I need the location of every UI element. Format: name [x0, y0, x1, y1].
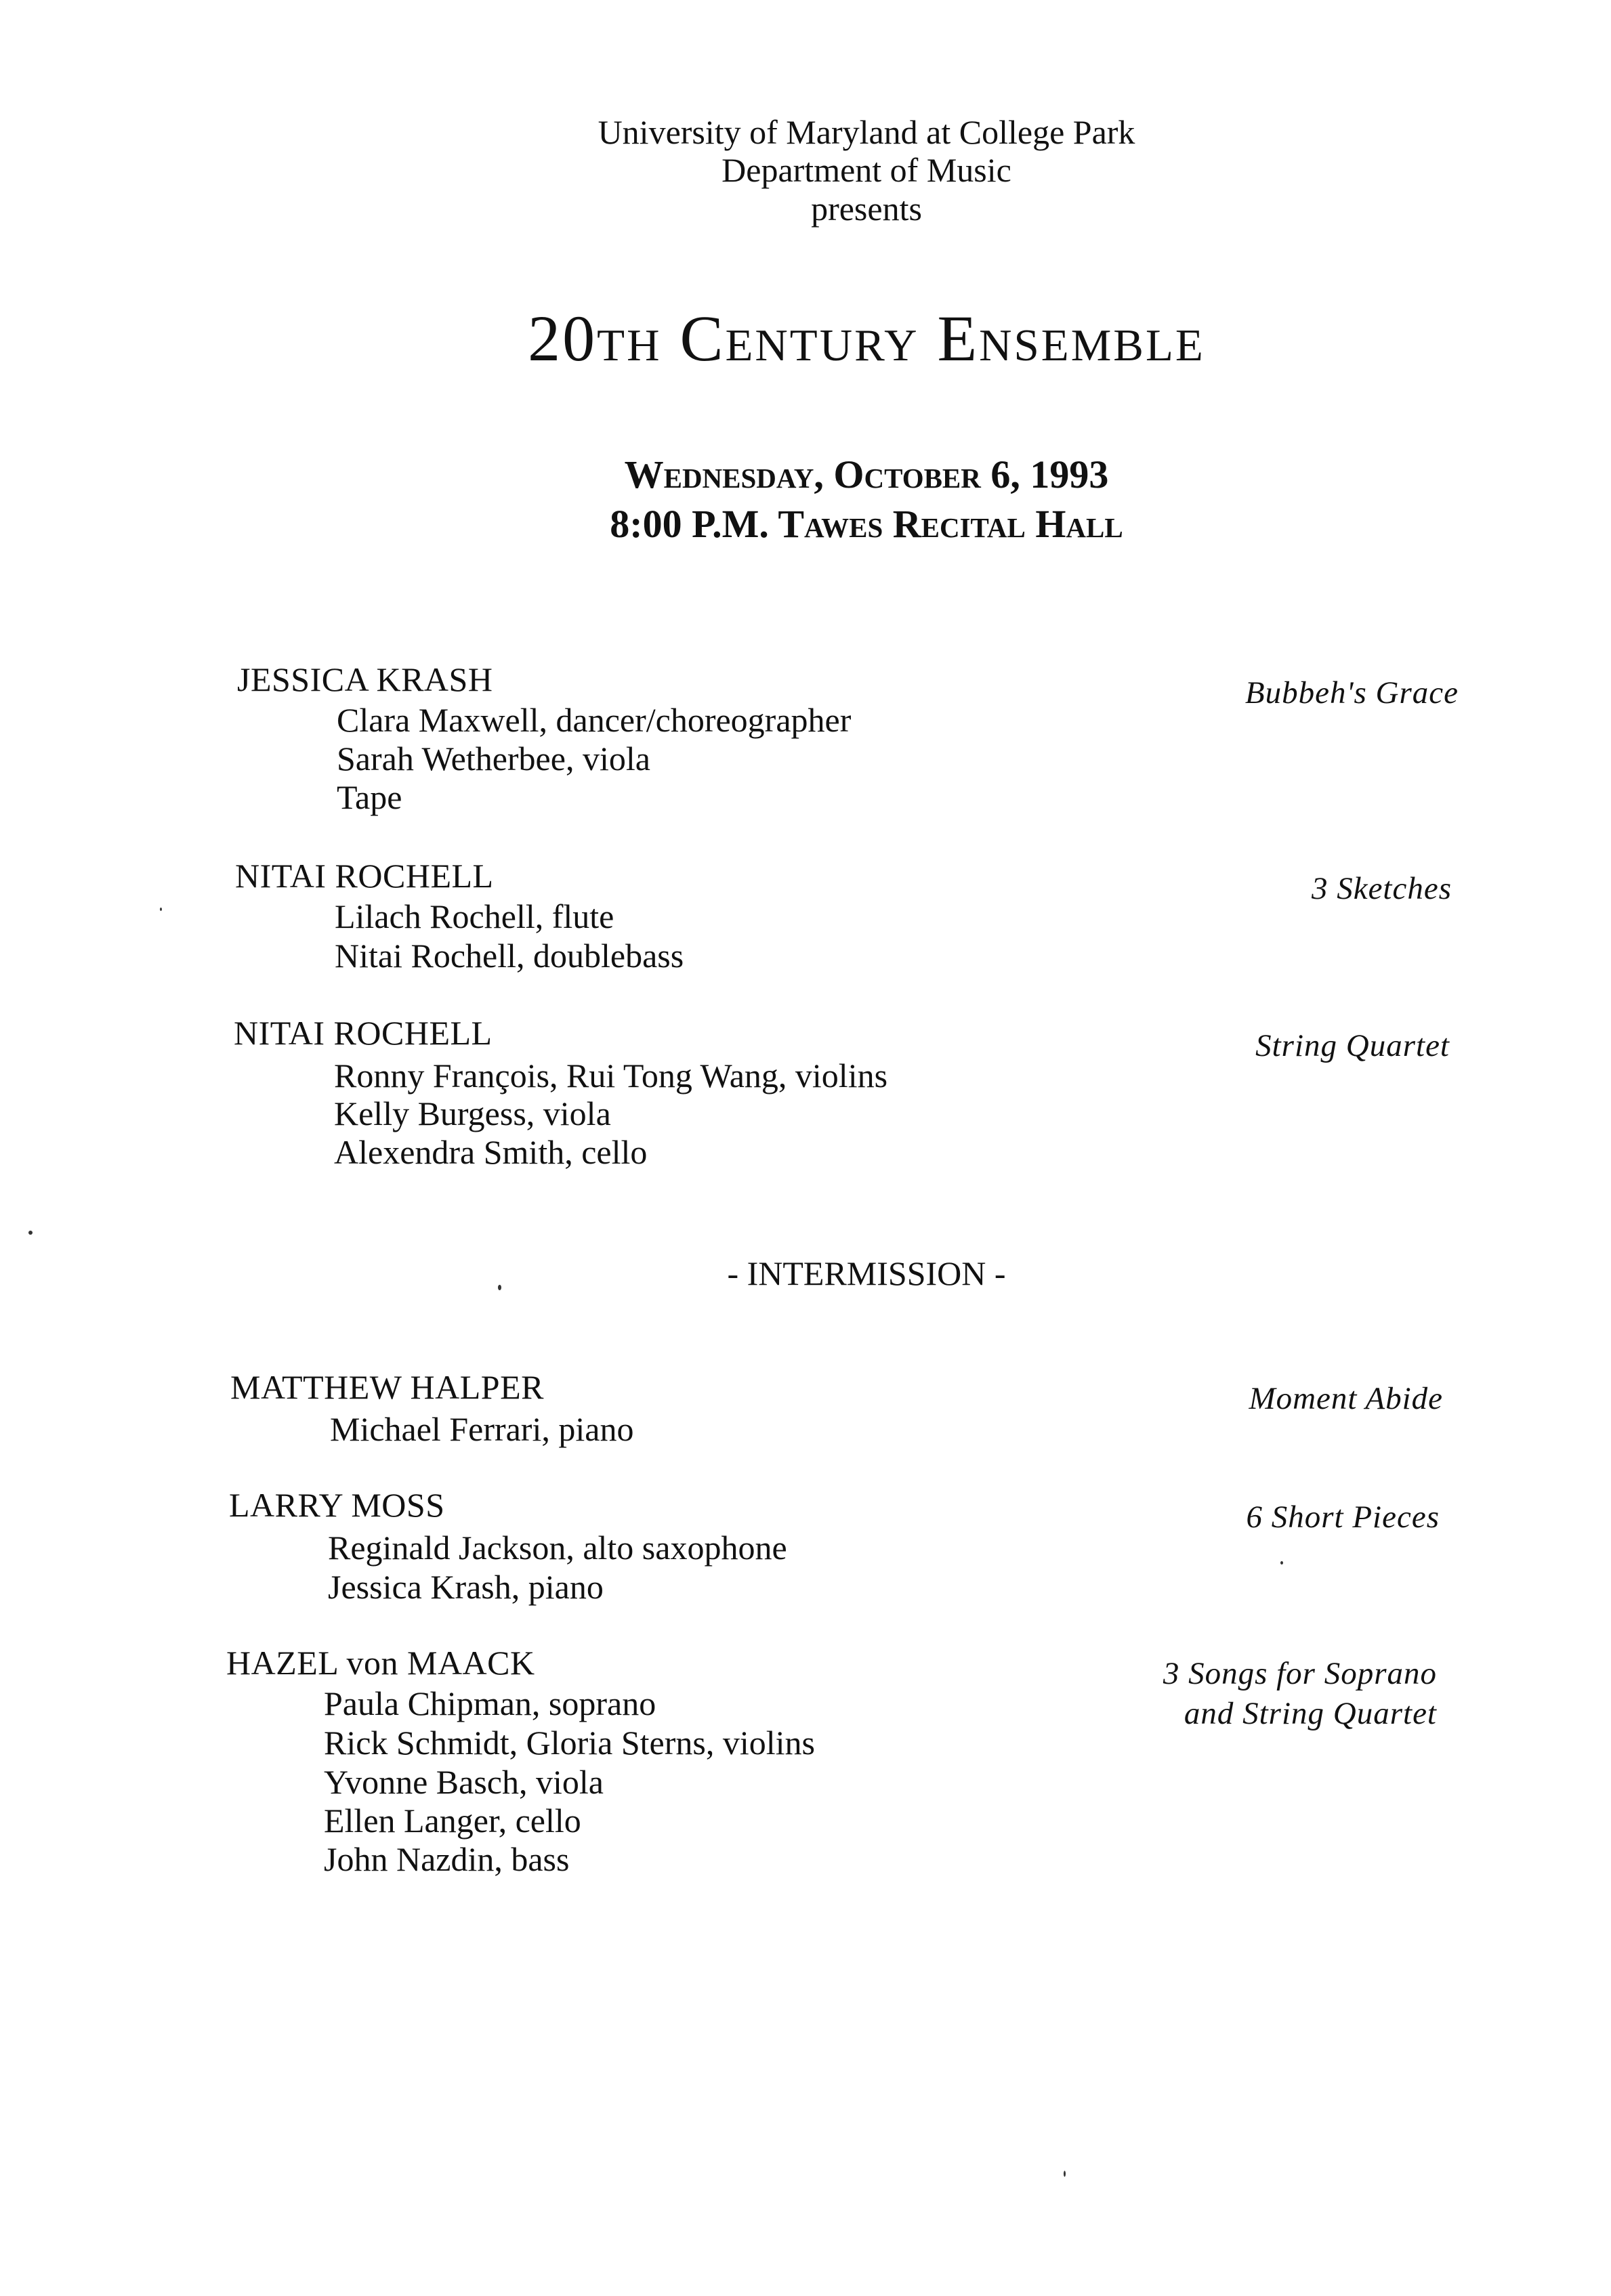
performer-line: Lilach Rochell, flute [335, 897, 614, 935]
work-title: Moment Abide [1249, 1381, 1443, 1416]
composer-name: HAZEL von MAACK [226, 1644, 535, 1682]
scan-speck [1280, 1561, 1283, 1565]
work-title-continued: and String Quartet [1184, 1696, 1437, 1731]
performer-line: Paula Chipman, soprano [324, 1684, 656, 1722]
performer-line: Michael Ferrari, piano [330, 1410, 634, 1448]
performer-line: Alexendra Smith, cello [334, 1133, 648, 1171]
composer-name: NITAI ROCHELL [235, 857, 494, 895]
performer-line: Reginald Jackson, alto saxophone [328, 1529, 787, 1567]
work-title: Bubbeh's Grace [1244, 675, 1459, 710]
performer-line: Ellen Langer, cello [324, 1802, 581, 1840]
performer-line: Yvonne Basch, viola [324, 1763, 604, 1801]
scan-speck [498, 1285, 501, 1290]
composer-name: NITAI ROCHELL [234, 1014, 493, 1052]
composer-name: MATTHEW HALPER [230, 1368, 545, 1406]
performer-line: John Nazdin, bass [324, 1840, 570, 1878]
performer-line: Clara Maxwell, dancer/choreographer [337, 701, 852, 739]
scan-speck [160, 908, 162, 911]
scan-speck [1064, 2171, 1066, 2177]
scan-speck [28, 1231, 33, 1235]
department-name: Department of Music [721, 151, 1011, 189]
performer-line: Sarah Wetherbee, viola [337, 740, 650, 778]
intermission-label: - INTERMISSION - [727, 1254, 1006, 1292]
performer-line: Kelly Burgess, viola [334, 1094, 611, 1132]
performer-line: Ronny François, Rui Tong Wang, violins [334, 1057, 888, 1094]
performer-line: Tape [337, 778, 402, 816]
composer-name: JESSICA KRASH [237, 660, 493, 698]
concert-time-venue: 8:00 P.M. Tawes Recital Hall [610, 502, 1123, 546]
composer-name: LARRY MOSS [229, 1486, 445, 1524]
performer-line: Nitai Rochell, doublebass [335, 937, 684, 975]
work-title: 3 Sketches [1311, 871, 1452, 906]
work-title: String Quartet [1255, 1028, 1450, 1063]
presents-line: presents [811, 190, 922, 228]
work-title: 3 Songs for Soprano [1163, 1656, 1437, 1691]
performer-line: Rick Schmidt, Gloria Sterns, violins [324, 1724, 815, 1762]
university-name: University of Maryland at College Park [598, 113, 1135, 151]
work-title: 6 Short Pieces [1246, 1500, 1440, 1535]
performer-line: Jessica Krash, piano [328, 1568, 604, 1606]
program-title: 20th Century Ensemble [528, 302, 1205, 375]
concert-date: Wednesday, October 6, 1993 [624, 452, 1109, 496]
